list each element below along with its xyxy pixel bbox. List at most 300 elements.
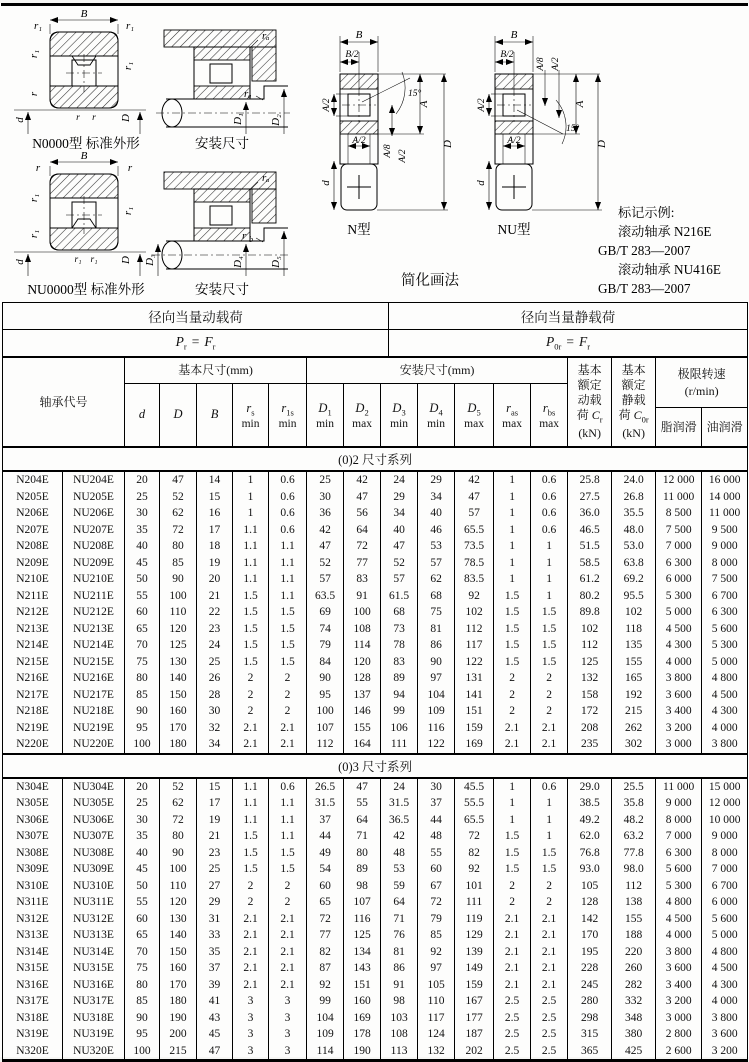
table-cell: 3 xyxy=(233,993,269,1010)
table-cell: 425 xyxy=(612,1043,656,1061)
table-cell: 2.1 xyxy=(494,977,531,994)
table-cell: 109 xyxy=(418,703,455,720)
table-cell: 2.5 xyxy=(531,1010,568,1027)
table-cell: 187 xyxy=(455,1026,494,1043)
table-row xyxy=(3,538,748,555)
table-cell: 0.6 xyxy=(531,471,568,489)
table-cell: 10 000 xyxy=(702,812,748,829)
table-cell: 95 xyxy=(125,1026,160,1043)
table-cell: 64 xyxy=(344,522,381,539)
table-cell: 195 xyxy=(568,944,612,961)
table-cell: 0.6 xyxy=(269,471,307,489)
table-cell: 1.5 xyxy=(531,845,568,862)
svg-text:B/2: B/2 xyxy=(500,50,514,60)
table-cell: 62 xyxy=(418,571,455,588)
table-cell: 100 xyxy=(160,861,197,878)
table-cell: 151 xyxy=(344,977,381,994)
table-cell: 30 xyxy=(125,505,160,522)
table-cell: 78 xyxy=(381,637,418,654)
table-cell: 27 xyxy=(197,878,233,895)
table-cell: 151 xyxy=(455,703,494,720)
table-cell: 3 xyxy=(233,1043,269,1061)
svg-text:r: r xyxy=(76,113,80,123)
table-row xyxy=(3,845,748,862)
table-cell: 8 500 xyxy=(656,505,702,522)
table-cell: 190 xyxy=(160,1010,197,1027)
table-cell: 3 800 xyxy=(702,1010,748,1027)
table-cell: 57 xyxy=(455,505,494,522)
table-cell: 20 xyxy=(125,778,160,796)
table-cell: 6 300 xyxy=(656,845,702,862)
table-cell: 165 xyxy=(612,670,656,687)
table-cell: 36.0 xyxy=(568,505,612,522)
table-cell: 12 000 xyxy=(702,795,748,812)
table-cell: 122 xyxy=(455,654,494,671)
table-cell: 36 xyxy=(307,505,344,522)
table-cell: 31.5 xyxy=(381,795,418,812)
svg-text:A/2: A/2 xyxy=(322,98,332,112)
table-cell: 90 xyxy=(160,571,197,588)
table-cell: NU213E xyxy=(63,621,125,638)
table-cell: 54 xyxy=(307,861,344,878)
table-cell: N309E xyxy=(3,861,63,878)
table-cell: 77 xyxy=(307,927,344,944)
col-header-ras: $r_{as}$ max xyxy=(494,384,531,447)
table-cell: 89 xyxy=(344,861,381,878)
table-cell: 79 xyxy=(418,911,455,928)
section-header-row xyxy=(3,447,748,471)
svg-text:A/2: A/2 xyxy=(551,57,561,71)
svg-text:N0000型 标准外形: N0000型 标准外形 xyxy=(32,136,140,151)
table-cell: 12 000 xyxy=(656,471,702,489)
table-cell: 39 xyxy=(197,977,233,994)
table-cell: 7 000 xyxy=(702,861,748,878)
table-cell: 36.5 xyxy=(381,812,418,829)
table-cell: 2 xyxy=(494,670,531,687)
table-cell: 40 xyxy=(125,845,160,862)
table-cell: 1 xyxy=(494,571,531,588)
table-cell: 47 xyxy=(344,489,381,506)
table-cell: 160 xyxy=(344,993,381,1010)
table-cell: 79 xyxy=(307,637,344,654)
table-cell: 34 xyxy=(197,736,233,754)
table-cell: 3 600 xyxy=(656,960,702,977)
table-cell: 164 xyxy=(344,736,381,754)
table-cell: 188 xyxy=(612,927,656,944)
table-cell: 2 xyxy=(269,670,307,687)
table-cell: 87 xyxy=(307,960,344,977)
table-cell: 1.5 xyxy=(269,861,307,878)
table-cell: 4 500 xyxy=(702,687,748,704)
svg-text:r: r xyxy=(242,230,247,242)
table-cell: 2.5 xyxy=(494,1010,531,1027)
table-cell: 0.6 xyxy=(269,489,307,506)
table-cell: 2.1 xyxy=(531,927,568,944)
col-header-oil-lubrication: 油润滑 xyxy=(701,408,747,446)
table-cell: NU304E xyxy=(63,778,125,796)
table-cell: 72 xyxy=(307,911,344,928)
table-cell: 65 xyxy=(307,894,344,911)
table-cell: 169 xyxy=(344,1010,381,1027)
table-cell: 76.8 xyxy=(568,845,612,862)
table-cell: 2.1 xyxy=(233,911,269,928)
table-row xyxy=(3,687,748,704)
table-row xyxy=(3,927,748,944)
table-cell: 44 xyxy=(418,812,455,829)
table-cell: 35.5 xyxy=(612,505,656,522)
table-cell: 1 xyxy=(494,505,531,522)
table-cell: 47 xyxy=(197,1043,233,1061)
table-cell: 11 000 xyxy=(656,489,702,506)
table-cell: 112 xyxy=(455,621,494,638)
svg-text:r: r xyxy=(92,113,96,123)
table-cell: 178 xyxy=(344,1026,381,1043)
table-cell: 117 xyxy=(418,1010,455,1027)
table-cell: 52 xyxy=(160,489,197,506)
table-cell: 109 xyxy=(307,1026,344,1043)
svg-text:D₁: D₁ xyxy=(232,113,244,125)
table-cell: NU207E xyxy=(63,522,125,539)
table-cell: N204E xyxy=(3,471,63,489)
table-cell: 63.5 xyxy=(307,588,344,605)
table-cell: 20 xyxy=(197,571,233,588)
table-cell: 98 xyxy=(344,878,381,895)
table-cell: N206E xyxy=(3,505,63,522)
table-cell: 128 xyxy=(568,894,612,911)
svg-text:滚动轴承 N216E: 滚动轴承 N216E xyxy=(618,224,712,239)
table-cell: 25.8 xyxy=(568,471,612,489)
table-cell: 72 xyxy=(344,538,381,555)
table-cell: 62 xyxy=(160,505,197,522)
table-cell: NU205E xyxy=(63,489,125,506)
table-cell: 160 xyxy=(160,960,197,977)
table-cell: 28 xyxy=(197,687,233,704)
table-cell: 3 xyxy=(233,1010,269,1027)
svg-text:15°: 15° xyxy=(408,89,422,99)
table-cell: 53.0 xyxy=(612,538,656,555)
svg-text:r₁: r₁ xyxy=(125,20,135,32)
table-cell: 40 xyxy=(418,505,455,522)
table-cell: 2 xyxy=(531,687,568,704)
table-cell: NU212E xyxy=(63,604,125,621)
table-cell: 2.1 xyxy=(269,944,307,961)
svg-text:rₐ: rₐ xyxy=(262,172,270,184)
table-cell: 63.2 xyxy=(612,828,656,845)
table-cell: 7 000 xyxy=(656,538,702,555)
table-cell: 25 xyxy=(197,861,233,878)
table-cell: NU214E xyxy=(63,637,125,654)
table-cell: 16 xyxy=(197,505,233,522)
table-cell: 85 xyxy=(125,993,160,1010)
table-cell: 62 xyxy=(160,795,197,812)
table-cell: 92 xyxy=(307,977,344,994)
table-cell: 95.5 xyxy=(612,588,656,605)
table-cell: 97 xyxy=(418,960,455,977)
table-cell: 64 xyxy=(381,894,418,911)
table-cell: 1 xyxy=(531,588,568,605)
table-cell: 30 xyxy=(418,778,455,796)
table-cell: 169 xyxy=(455,736,494,754)
table-row xyxy=(3,960,748,977)
table-cell: 72 xyxy=(160,522,197,539)
svg-text:r₁: r₁ xyxy=(90,255,98,265)
table-cell: 124 xyxy=(418,1026,455,1043)
table-cell: 1.1 xyxy=(233,538,269,555)
table-cell: 85 xyxy=(418,927,455,944)
table-cell: N310E xyxy=(3,878,63,895)
table-cell: 2 xyxy=(233,894,269,911)
table-cell: 40 xyxy=(381,522,418,539)
table-cell: 1.5 xyxy=(494,604,531,621)
table-cell: 60 xyxy=(125,604,160,621)
table-cell: 1.1 xyxy=(233,555,269,572)
table-cell: 45 xyxy=(197,1026,233,1043)
table-cell: 110 xyxy=(160,878,197,895)
table-cell: 16 000 xyxy=(702,471,748,489)
svg-text:安装尺寸: 安装尺寸 xyxy=(195,282,249,297)
table-cell: 5 000 xyxy=(656,604,702,621)
table-cell: 1.5 xyxy=(233,654,269,671)
table-cell: 42 xyxy=(455,471,494,489)
table-cell: 5 300 xyxy=(656,878,702,895)
svg-text:GB/T 283—2007: GB/T 283—2007 xyxy=(598,281,691,296)
col-group-basic-dims: 基本尺寸(mm) xyxy=(125,358,307,384)
table-cell: 67 xyxy=(418,878,455,895)
table-cell: 1 xyxy=(494,555,531,572)
table-cell: 1.5 xyxy=(233,604,269,621)
table-cell: 8 000 xyxy=(702,555,748,572)
col-header-dynamic-load-rating: 基本 额定 动载 荷 $C_r$ (kN) xyxy=(568,358,612,448)
table-cell: N214E xyxy=(3,637,63,654)
table-cell: 1.5 xyxy=(269,845,307,862)
table-cell: 55 xyxy=(344,795,381,812)
col-header-d2: $D_2$ max xyxy=(344,384,381,447)
table-cell: 2 xyxy=(269,703,307,720)
svg-text:N型: N型 xyxy=(347,222,371,237)
table-cell: 65.5 xyxy=(455,812,494,829)
table-cell: 49 xyxy=(307,845,344,862)
table-cell: 8 000 xyxy=(656,812,702,829)
table-cell: 104 xyxy=(307,1010,344,1027)
table-row xyxy=(3,1043,748,1061)
table-cell: 44 xyxy=(307,828,344,845)
svg-text:r₁: r₁ xyxy=(74,255,82,265)
table-cell: 95 xyxy=(307,687,344,704)
table-cell: 25 xyxy=(197,654,233,671)
table-cell: N308E xyxy=(3,845,63,862)
table-cell: 170 xyxy=(568,927,612,944)
table-cell: 22 xyxy=(197,604,233,621)
table-cell: 60 xyxy=(307,878,344,895)
table-cell: 99 xyxy=(381,703,418,720)
table-cell: 137 xyxy=(344,687,381,704)
table-cell: 2.1 xyxy=(233,960,269,977)
table-cell: 34 xyxy=(418,489,455,506)
table-cell: N208E xyxy=(3,538,63,555)
table-cell: 30 xyxy=(307,489,344,506)
svg-text:安装尺寸: 安装尺寸 xyxy=(195,136,249,151)
table-cell: 6 700 xyxy=(702,878,748,895)
table-cell: NU315E xyxy=(63,960,125,977)
table-cell: 35 xyxy=(125,828,160,845)
table-cell: 49.2 xyxy=(568,812,612,829)
svg-text:A: A xyxy=(574,100,586,108)
table-cell: 19 xyxy=(197,812,233,829)
static-load-formula: $P_{0r} = F_r$ xyxy=(389,330,748,357)
table-cell: 51.5 xyxy=(568,538,612,555)
table-cell: 110 xyxy=(160,604,197,621)
table-cell: 14 000 xyxy=(702,489,748,506)
table-cell: N212E xyxy=(3,604,63,621)
table-cell: 5 000 xyxy=(702,927,748,944)
table-cell: 130 xyxy=(160,911,197,928)
table-cell: 1.5 xyxy=(233,621,269,638)
table-row xyxy=(3,637,748,654)
table-cell: 1.5 xyxy=(269,621,307,638)
table-cell: 57 xyxy=(381,571,418,588)
table-cell: N215E xyxy=(3,654,63,671)
table-cell: 30 xyxy=(197,703,233,720)
svg-text:d: d xyxy=(475,180,487,186)
table-cell: 55.5 xyxy=(455,795,494,812)
table-cell: 5 000 xyxy=(702,654,748,671)
table-cell: 298 xyxy=(568,1010,612,1027)
table-cell: 98.0 xyxy=(612,861,656,878)
table-cell: 46 xyxy=(418,522,455,539)
svg-text:D₂: D₂ xyxy=(270,114,282,126)
table-cell: 47 xyxy=(455,489,494,506)
svg-text:r₁: r₁ xyxy=(28,229,40,239)
table-cell: 107 xyxy=(344,894,381,911)
table-cell: 86 xyxy=(381,960,418,977)
table-cell: 208 xyxy=(568,720,612,737)
table-cell: 116 xyxy=(418,720,455,737)
table-cell: 52 xyxy=(307,555,344,572)
table-cell: 2.1 xyxy=(233,927,269,944)
table-cell: 48 xyxy=(381,845,418,862)
figure-nu-type-simplified xyxy=(475,29,608,237)
table-cell: 35 xyxy=(125,522,160,539)
table-cell: 37 xyxy=(418,795,455,812)
table-cell: NU307E xyxy=(63,828,125,845)
svg-text:r: r xyxy=(35,162,41,174)
table-cell: 2 xyxy=(269,687,307,704)
table-cell: NU306E xyxy=(63,812,125,829)
table-cell: 140 xyxy=(160,670,197,687)
table-cell: 52 xyxy=(160,778,197,796)
table-cell: 4 000 xyxy=(656,927,702,944)
table-cell: 65 xyxy=(125,621,160,638)
table-cell: 105 xyxy=(418,977,455,994)
table-cell: N317E xyxy=(3,993,63,1010)
table-cell: 92 xyxy=(455,588,494,605)
table-cell: 101 xyxy=(455,878,494,895)
table-cell: 1.5 xyxy=(233,845,269,862)
table-row xyxy=(3,1010,748,1027)
table-cell: 4 800 xyxy=(702,944,748,961)
table-cell: 4 500 xyxy=(702,960,748,977)
svg-text:B: B xyxy=(80,8,88,20)
svg-text:D: D xyxy=(120,114,132,122)
table-cell: 180 xyxy=(160,993,197,1010)
table-cell: 29 xyxy=(381,489,418,506)
table-cell: NU217E xyxy=(63,687,125,704)
table-cell: 177 xyxy=(455,1010,494,1027)
table-cell: 2.1 xyxy=(531,977,568,994)
table-cell: 24 xyxy=(381,778,418,796)
table-cell: 46.5 xyxy=(568,522,612,539)
table-cell: 2.5 xyxy=(531,993,568,1010)
table-cell: 48.2 xyxy=(612,812,656,829)
table-row xyxy=(3,588,748,605)
table-cell: 40 xyxy=(125,538,160,555)
table-cell: 65 xyxy=(125,927,160,944)
table-cell: 71 xyxy=(344,828,381,845)
table-cell: 80.2 xyxy=(568,588,612,605)
table-row xyxy=(3,471,748,489)
table-cell: 2 xyxy=(233,670,269,687)
table-cell: N312E xyxy=(3,911,63,928)
table-cell: 302 xyxy=(612,736,656,754)
col-header-static-load-rating: 基本 额定 静载 荷 $C_{0r}$ (kN) xyxy=(612,358,656,448)
table-cell: N209E xyxy=(3,555,63,572)
table-cell: 74 xyxy=(307,621,344,638)
table-cell: 17 xyxy=(197,522,233,539)
table-cell: 2.1 xyxy=(531,720,568,737)
table-cell: 118 xyxy=(612,621,656,638)
table-cell: 61.5 xyxy=(381,588,418,605)
dynamic-load-formula: $P_r = F_r$ xyxy=(3,330,389,357)
table-cell: 61.2 xyxy=(568,571,612,588)
static-load-title: 径向当量静载荷 xyxy=(389,303,748,330)
table-cell: 100 xyxy=(344,604,381,621)
table-cell: 71 xyxy=(381,911,418,928)
table-cell: 25 xyxy=(307,471,344,489)
table-cell: 18 xyxy=(197,538,233,555)
table-row xyxy=(3,812,748,829)
table-cell: 26 xyxy=(197,670,233,687)
table-cell: 90 xyxy=(125,703,160,720)
table-cell: 78.5 xyxy=(455,555,494,572)
table-cell: 106 xyxy=(381,720,418,737)
table-cell: N213E xyxy=(3,621,63,638)
table-cell: 92 xyxy=(418,944,455,961)
table-row xyxy=(3,555,748,572)
table-cell: NU220E xyxy=(63,736,125,754)
table-cell: 1 xyxy=(494,778,531,796)
table-cell: 1.1 xyxy=(233,571,269,588)
figure-n-type-simplified xyxy=(320,29,454,237)
table-cell: 2.1 xyxy=(494,944,531,961)
table-cell: 1.1 xyxy=(269,588,307,605)
table-cell: 2.5 xyxy=(494,1026,531,1043)
table-cell: NU218E xyxy=(63,703,125,720)
col-header-d4: $D_4$ min xyxy=(418,384,455,447)
table-cell: 80 xyxy=(344,845,381,862)
svg-text:B: B xyxy=(510,29,518,41)
table-row xyxy=(3,736,748,754)
table-cell: 1.5 xyxy=(233,861,269,878)
table-cell: 45 xyxy=(125,555,160,572)
table-cell: 91 xyxy=(344,588,381,605)
table-cell: NU305E xyxy=(63,795,125,812)
table-cell: 215 xyxy=(612,703,656,720)
col-header-d1: $D_1$ min xyxy=(307,384,344,447)
table-cell: 3 xyxy=(269,1026,307,1043)
table-cell: 72 xyxy=(418,894,455,911)
table-cell: 100 xyxy=(160,588,197,605)
table-cell: 4 500 xyxy=(656,911,702,928)
